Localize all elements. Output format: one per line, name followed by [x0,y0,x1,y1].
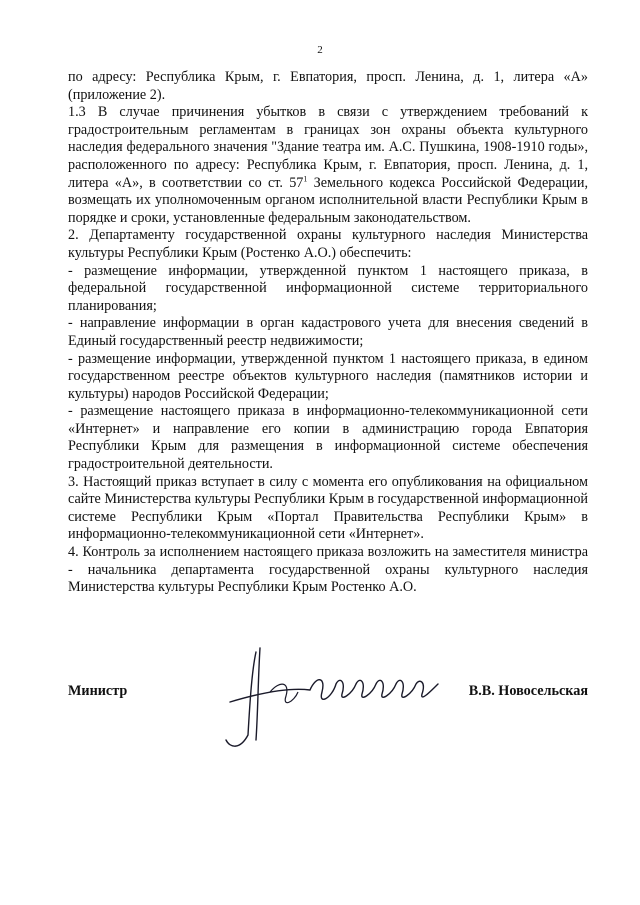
paragraph-3: 3. Настоящий приказ вступает в силу с момента его опубликования на официальном сайте Министерства культуры Республики Крым в государственной информационной системе Республики Крым «Портал Правительства Республики Крым» в информационно-телекоммуникационной сети «Интернет». [68,473,588,543]
footnote-superscript: 1 [303,173,308,183]
paragraph-4: 4. Контроль за исполнением настоящего приказа возложить на заместителя министра - начальника департамента государственной охраны культурного наследия Министерства культуры Республики Крым Ростенко А.О. [68,544,588,596]
paragraph-1-3-text: 1.3 В случае причинения убытков в связи с утверждением требований к градостроительным регламентам в границах зон охраны объекта культурного наследия федерального значения "Здание театра им. А.С. Пушкина, 1908-1910 годы», расположенного по адресу: Республика Крым, г. Евпатория, просп. Ленина, д. 1, литера «А», в соответствии со ст. 57 [68,104,588,191]
page-number: 2 [317,44,323,56]
signer-title: Министр [68,683,128,699]
signer-name: В.В. Новосельская [468,683,588,699]
paragraph-address-continuation: по адресу: Республика Крым, г. Евпатория, просп. Ленина, д. 1, литера «А» (приложение 2). [68,69,588,103]
signature-block [68,683,588,713]
paragraph-2-item-3: - размещение информации, утвержденной пунктом 1 настоящего приказа, в едином государственном реестре объектов культурного наследия (памятников истории и культуры) народов Российской Федерации; [68,350,588,402]
paragraph-2: 2. Департаменту государственной охраны культурного наследия Министерства культуры Республики Крым (Ростенко А.О.) обеспечить: [68,227,588,261]
document-body [68,69,588,597]
paragraph-2-item-2: - направление информации в орган кадастрового учета для внесения сведений в Единый государственный реестр недвижимости; [68,315,588,349]
paragraph-1-3-tail: Земельного кодекса Российской Федерации, возмещать их уполномоченным органом исполнительной власти Республики Крым в порядке и сроки, установленные федеральным законодательством. [68,174,588,226]
paragraph-1-3 [68,104,588,227]
paragraph-2-item-1: - размещение информации, утвержденной пунктом 1 настоящего приказа, в федеральной государственной информационной системе территориального планирования; [68,262,588,314]
paragraph-2-item-4: - размещение настоящего приказа в информационно-телекоммуникационной сети «Интернет» и направление его копии в администрацию города Евпатория Республики Крым для размещения в информационной системе обеспечения градостроительной деятельности. [68,403,588,473]
